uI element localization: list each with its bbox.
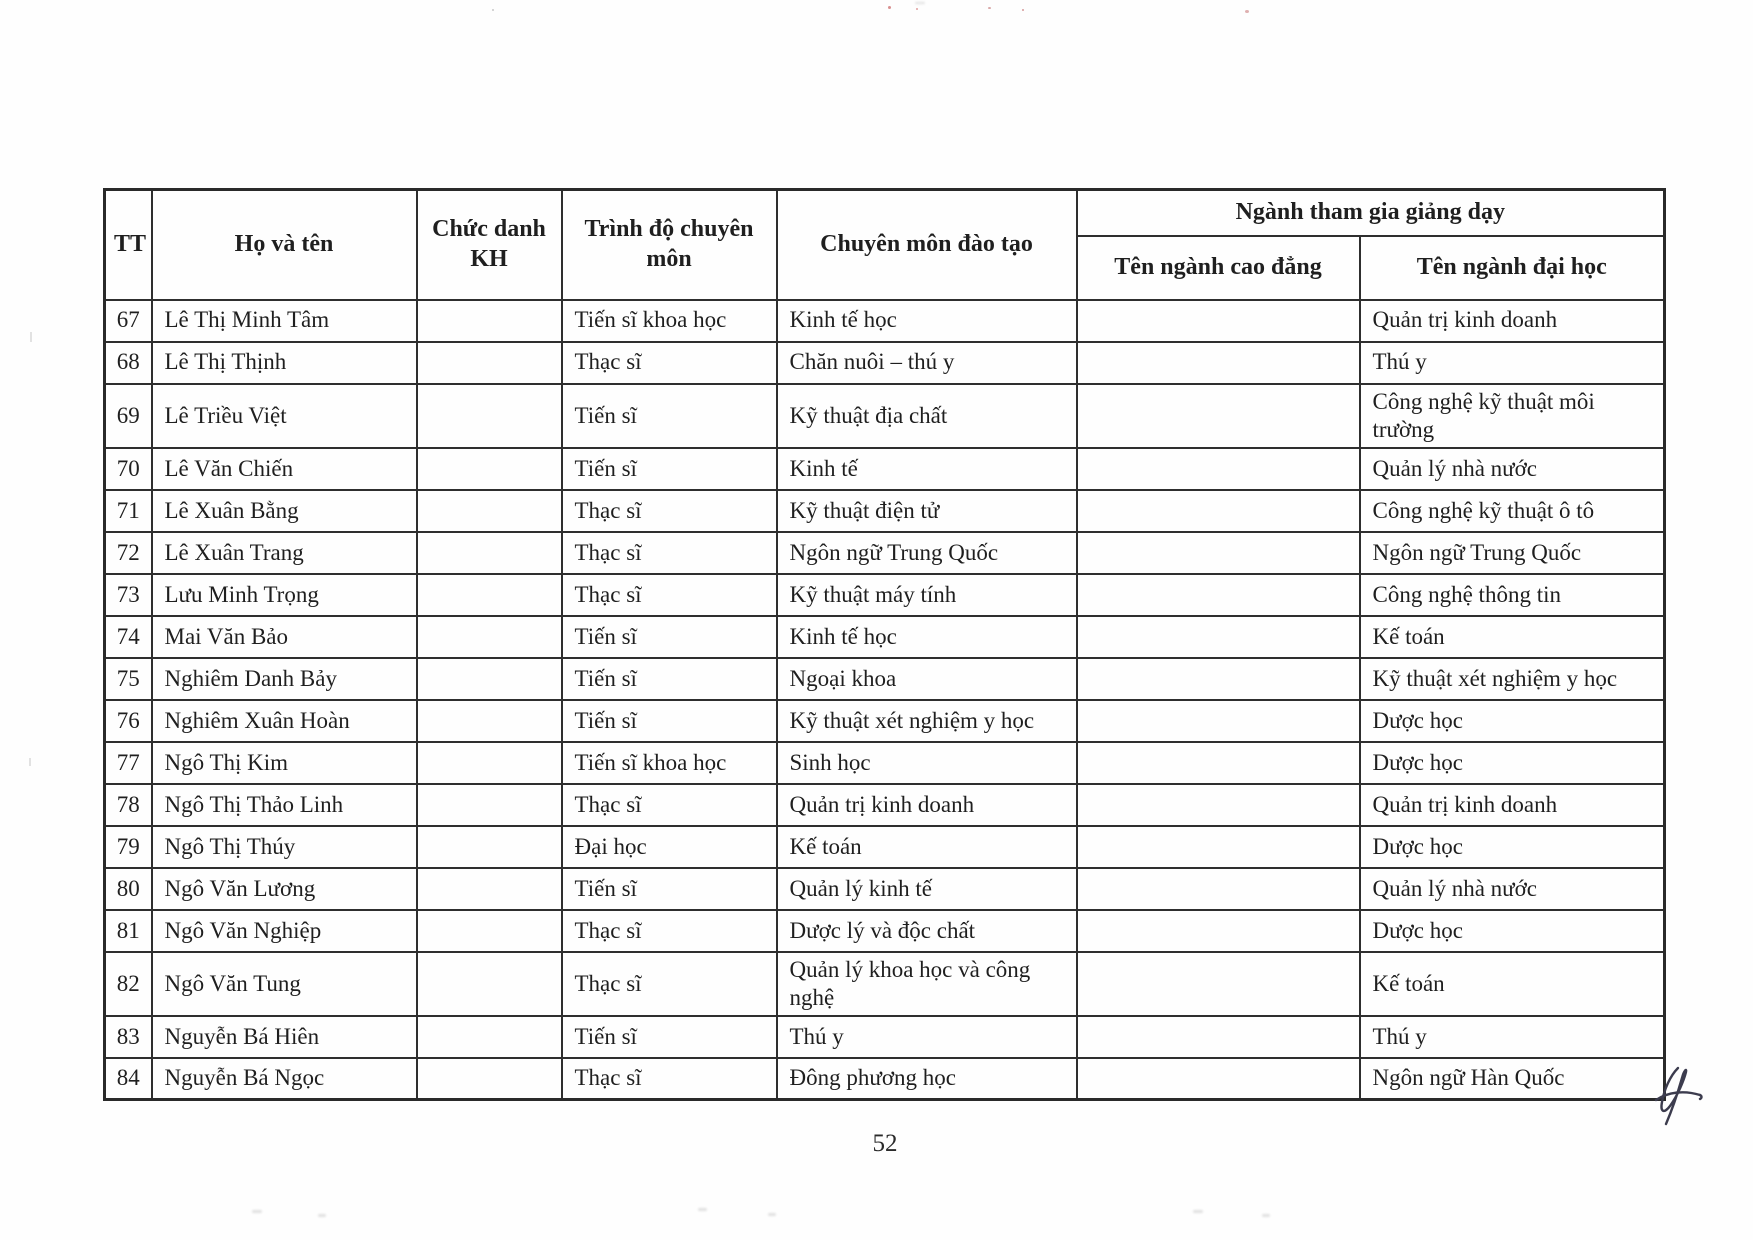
- cell-qualification: Thạc sĩ: [562, 784, 777, 826]
- header-qualification: Trình độ chuyên môn: [562, 190, 777, 300]
- cell-name: Mai Văn Bảo: [152, 616, 417, 658]
- table-row: [105, 1016, 1665, 1058]
- cell-university: Thú y: [1360, 342, 1665, 384]
- header-college-major: Tên ngành cao đẳng: [1077, 236, 1360, 300]
- cell-name: Ngô Văn Tung: [152, 952, 417, 1016]
- cell-tt: 78: [105, 784, 152, 826]
- table-row: [105, 532, 1665, 574]
- table-row: [105, 490, 1665, 532]
- cell-name: Ngô Thị Thảo Linh: [152, 784, 417, 826]
- cell-university: Kỹ thuật xét nghiệm y học: [1360, 658, 1665, 700]
- cell-tt: 84: [105, 1058, 152, 1100]
- cell-qualification: Tiến sĩ: [562, 448, 777, 490]
- cell-specialty: Kỹ thuật máy tính: [777, 574, 1077, 616]
- roster-rows: [105, 300, 1665, 1100]
- cell-name: Ngô Văn Nghiệp: [152, 910, 417, 952]
- cell-college: [1077, 742, 1360, 784]
- cell-title_kh: [417, 1016, 562, 1058]
- header-teaching-group: Ngành tham gia giảng dạy: [1077, 190, 1665, 236]
- cell-college: [1077, 868, 1360, 910]
- cell-name: Nghiêm Xuân Hoàn: [152, 700, 417, 742]
- cell-specialty: Kinh tế học: [777, 300, 1077, 342]
- cell-name: Lê Triều Việt: [152, 384, 417, 448]
- cell-university: Quản trị kinh doanh: [1360, 784, 1665, 826]
- cell-title_kh: [417, 532, 562, 574]
- cell-qualification: Thạc sĩ: [562, 910, 777, 952]
- cell-specialty: Quản lý khoa học và công nghệ: [777, 952, 1077, 1016]
- cell-title_kh: [417, 616, 562, 658]
- cell-name: Nguyễn Bá Hiên: [152, 1016, 417, 1058]
- cell-name: Ngô Thị Thúy: [152, 826, 417, 868]
- cell-tt: 76: [105, 700, 152, 742]
- cell-title_kh: [417, 490, 562, 532]
- cell-qualification: Tiến sĩ: [562, 868, 777, 910]
- cell-title_kh: [417, 574, 562, 616]
- cell-university: Ngôn ngữ Hàn Quốc: [1360, 1058, 1665, 1100]
- cell-tt: 75: [105, 658, 152, 700]
- header-specialty: Chuyên môn đào tạo: [777, 190, 1077, 300]
- cell-specialty: Ngoại khoa: [777, 658, 1077, 700]
- table-row: [105, 700, 1665, 742]
- cell-specialty: Thú y: [777, 1016, 1077, 1058]
- cell-specialty: Kinh tế học: [777, 616, 1077, 658]
- page-number: 52: [872, 1130, 898, 1157]
- cell-tt: 77: [105, 742, 152, 784]
- table-row: [105, 910, 1665, 952]
- lecturer-roster-table: [103, 188, 1666, 1101]
- cell-college: [1077, 532, 1360, 574]
- cell-specialty: Quản trị kinh doanh: [777, 784, 1077, 826]
- table-row: [105, 384, 1665, 448]
- header-name: Họ và tên: [152, 190, 417, 300]
- table-row: [105, 1058, 1665, 1100]
- cell-name: Lê Thị Thịnh: [152, 342, 417, 384]
- cell-qualification: Tiến sĩ: [562, 616, 777, 658]
- cell-name: Lưu Minh Trọng: [152, 574, 417, 616]
- cell-specialty: Kỹ thuật địa chất: [777, 384, 1077, 448]
- cell-qualification: Tiến sĩ: [562, 700, 777, 742]
- cell-title_kh: [417, 910, 562, 952]
- cell-tt: 67: [105, 300, 152, 342]
- cell-tt: 83: [105, 1016, 152, 1058]
- cell-tt: 70: [105, 448, 152, 490]
- cell-title_kh: [417, 1058, 562, 1100]
- cell-specialty: Kỹ thuật điện tử: [777, 490, 1077, 532]
- cell-university: Ngôn ngữ Trung Quốc: [1360, 532, 1665, 574]
- cell-college: [1077, 1058, 1360, 1100]
- cell-title_kh: [417, 658, 562, 700]
- cell-university: Dược học: [1360, 826, 1665, 868]
- cell-name: Ngô Văn Lương: [152, 868, 417, 910]
- cell-university: Thú y: [1360, 1016, 1665, 1058]
- cell-tt: 72: [105, 532, 152, 574]
- table-row: [105, 868, 1665, 910]
- cell-title_kh: [417, 742, 562, 784]
- cell-university: Công nghệ kỹ thuật ô tô: [1360, 490, 1665, 532]
- header-university-major: Tên ngành đại học: [1360, 236, 1665, 300]
- cell-tt: 79: [105, 826, 152, 868]
- cell-name: Ngô Thị Kim: [152, 742, 417, 784]
- header-title-kh: Chức danh KH: [417, 190, 562, 300]
- cell-college: [1077, 300, 1360, 342]
- cell-qualification: Tiến sĩ: [562, 1016, 777, 1058]
- cell-college: [1077, 342, 1360, 384]
- cell-tt: 81: [105, 910, 152, 952]
- cell-title_kh: [417, 826, 562, 868]
- cell-university: Quản lý nhà nước: [1360, 448, 1665, 490]
- cell-title_kh: [417, 384, 562, 448]
- cell-title_kh: [417, 952, 562, 1016]
- cell-tt: 73: [105, 574, 152, 616]
- cell-qualification: Thạc sĩ: [562, 574, 777, 616]
- cell-name: Lê Thị Minh Tâm: [152, 300, 417, 342]
- cell-university: Quản trị kinh doanh: [1360, 300, 1665, 342]
- cell-qualification: Tiến sĩ: [562, 658, 777, 700]
- header-tt: TT: [105, 190, 152, 300]
- cell-title_kh: [417, 700, 562, 742]
- cell-title_kh: [417, 342, 562, 384]
- cell-university: Dược học: [1360, 742, 1665, 784]
- cell-college: [1077, 910, 1360, 952]
- cell-tt: 68: [105, 342, 152, 384]
- cell-qualification: Thạc sĩ: [562, 490, 777, 532]
- table-row: [105, 742, 1665, 784]
- cell-college: [1077, 826, 1360, 868]
- cell-title_kh: [417, 448, 562, 490]
- cell-specialty: Dược lý và độc chất: [777, 910, 1077, 952]
- handwritten-initial: [1648, 1062, 1718, 1132]
- cell-tt: 82: [105, 952, 152, 1016]
- cell-tt: 74: [105, 616, 152, 658]
- cell-college: [1077, 574, 1360, 616]
- cell-college: [1077, 700, 1360, 742]
- cell-qualification: Thạc sĩ: [562, 952, 777, 1016]
- cell-name: Nguyễn Bá Ngọc: [152, 1058, 417, 1100]
- cell-qualification: Tiến sĩ khoa học: [562, 742, 777, 784]
- table-row: [105, 300, 1665, 342]
- cell-college: [1077, 490, 1360, 532]
- cell-college: [1077, 658, 1360, 700]
- cell-tt: 80: [105, 868, 152, 910]
- cell-title_kh: [417, 300, 562, 342]
- cell-name: Lê Xuân Trang: [152, 532, 417, 574]
- cell-specialty: Đông phương học: [777, 1058, 1077, 1100]
- cell-qualification: Thạc sĩ: [562, 1058, 777, 1100]
- table-row: [105, 616, 1665, 658]
- table-row: [105, 574, 1665, 616]
- cell-university: Công nghệ thông tin: [1360, 574, 1665, 616]
- table-row: [105, 448, 1665, 490]
- cell-specialty: Sinh học: [777, 742, 1077, 784]
- cell-specialty: Quản lý kinh tế: [777, 868, 1077, 910]
- cell-college: [1077, 1016, 1360, 1058]
- table-row: [105, 826, 1665, 868]
- cell-college: [1077, 448, 1360, 490]
- cell-qualification: Thạc sĩ: [562, 342, 777, 384]
- cell-qualification: Tiến sĩ khoa học: [562, 300, 777, 342]
- cell-college: [1077, 952, 1360, 1016]
- cell-specialty: Ngôn ngữ Trung Quốc: [777, 532, 1077, 574]
- cell-qualification: Tiến sĩ: [562, 384, 777, 448]
- cell-specialty: Chăn nuôi – thú y: [777, 342, 1077, 384]
- cell-title_kh: [417, 868, 562, 910]
- cell-university: Dược học: [1360, 910, 1665, 952]
- cell-name: Lê Xuân Bằng: [152, 490, 417, 532]
- table-row: [105, 952, 1665, 1016]
- cell-university: Quản lý nhà nước: [1360, 868, 1665, 910]
- cell-university: Kế toán: [1360, 952, 1665, 1016]
- table-row: [105, 784, 1665, 826]
- cell-name: Lê Văn Chiến: [152, 448, 417, 490]
- cell-specialty: Kinh tế: [777, 448, 1077, 490]
- cell-college: [1077, 384, 1360, 448]
- table-row: [105, 658, 1665, 700]
- cell-university: Công nghệ kỹ thuật môi trường: [1360, 384, 1665, 448]
- table-row: [105, 342, 1665, 384]
- cell-name: Nghiêm Danh Bảy: [152, 658, 417, 700]
- cell-tt: 69: [105, 384, 152, 448]
- cell-college: [1077, 784, 1360, 826]
- cell-tt: 71: [105, 490, 152, 532]
- cell-university: Dược học: [1360, 700, 1665, 742]
- cell-university: Kế toán: [1360, 616, 1665, 658]
- cell-title_kh: [417, 784, 562, 826]
- cell-college: [1077, 616, 1360, 658]
- cell-qualification: Đại học: [562, 826, 777, 868]
- cell-specialty: Kế toán: [777, 826, 1077, 868]
- cell-specialty: Kỹ thuật xét nghiệm y học: [777, 700, 1077, 742]
- cell-qualification: Thạc sĩ: [562, 532, 777, 574]
